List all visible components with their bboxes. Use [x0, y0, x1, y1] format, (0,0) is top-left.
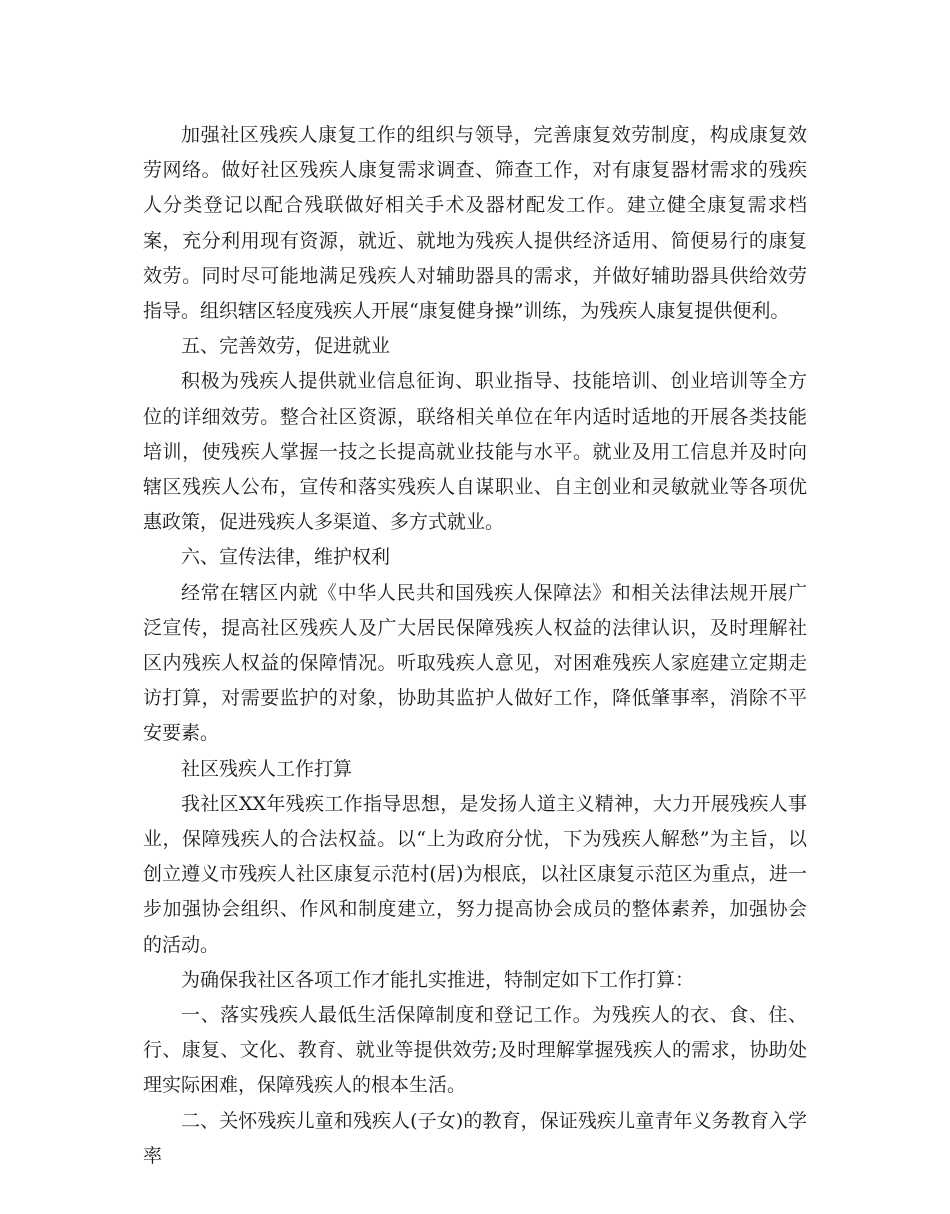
paragraph-employment: 积极为残疾人提供就业信息征询、职业指导、技能培训、创业培训等全方位的详细效劳。整合社区资源，联络相关单位在年内适时适地的开展各类技能培训，使残疾人掌握一技之长提高就业技能与水平。就业及用工信息并及时向辖区残疾人公布，宣传和落实残疾人自谋职业、自主创业和灵敏就业等各项优惠政策，促进残疾人多渠道、多方式就业。: [143, 370, 807, 534]
paragraph-guiding-ideology: 我社区XX年残疾工作指导思想，是发扬人道主义精神，大力开展残疾人事业，保障残疾人的合法权益。以“上为政府分忧，下为残疾人解愁”为主旨，以创立遵义市残疾人社区康复示范村(居)为根底，以社区康复示范区为重点，进一步加强协会组织、作风和制度建立，努力提高协会成员的整体素养，加强协会的活动。: [143, 792, 807, 956]
paragraph-item-two: 二、关怀残疾儿童和残疾人(子女)的教育，保证残疾儿童青年义务教育入学率: [143, 1109, 807, 1167]
heading-work-plan: 社区残疾人工作打算: [181, 757, 353, 780]
paragraph-law-rights: 经常在辖区内就《中华人民共和国残疾人保障法》和相关法律法规开展广泛宣传，提高社区残疾人及广大居民保障残疾人权益的法律认识，及时理解社区内残疾人权益的保障情况。听取残疾人意见，对困难残疾人家庭建立定期走访打算，对需要监护的对象，协助其监护人做好工作，降低肇事率，消除不平安要素。: [143, 581, 807, 745]
paragraph-rehab-organization: 加强社区残疾人康复工作的组织与领导，完善康复效劳制度，构成康复效劳网络。做好社区残疾人康复需求调查、筛查工作，对有康复器材需求的残疾人分类登记以配合残联做好相关手术及器材配发工作。建立健全康复需求档案，充分利用现有资源，就近、就地为残疾人提供经济适用、简便易行的康复效劳。同时尽可能地满足残疾人对辅助器具的需求，并做好辅助器具供给效劳指导。组织辖区轻度残疾人开展“康复健身操”训练，为残疾人康复提供便利。: [143, 124, 807, 323]
document-page: [143, 118, 807, 1174]
paragraph-item-one: 一、落实残疾人最低生活保障制度和登记工作。为残疾人的衣、食、住、行、康复、文化、教育、就业等提供效劳;及时理解掌握残疾人的需求，协助处理实际困难，保障残疾人的根本生活。: [143, 1004, 807, 1097]
heading-employment: 五、完善效劳，促进就业: [181, 335, 391, 358]
heading-law-rights: 六、宣传法律，维护权利: [181, 546, 391, 569]
paragraph-plan-intro: 为确保我社区各项工作才能扎实推进，特制定如下工作打算：: [181, 968, 695, 991]
